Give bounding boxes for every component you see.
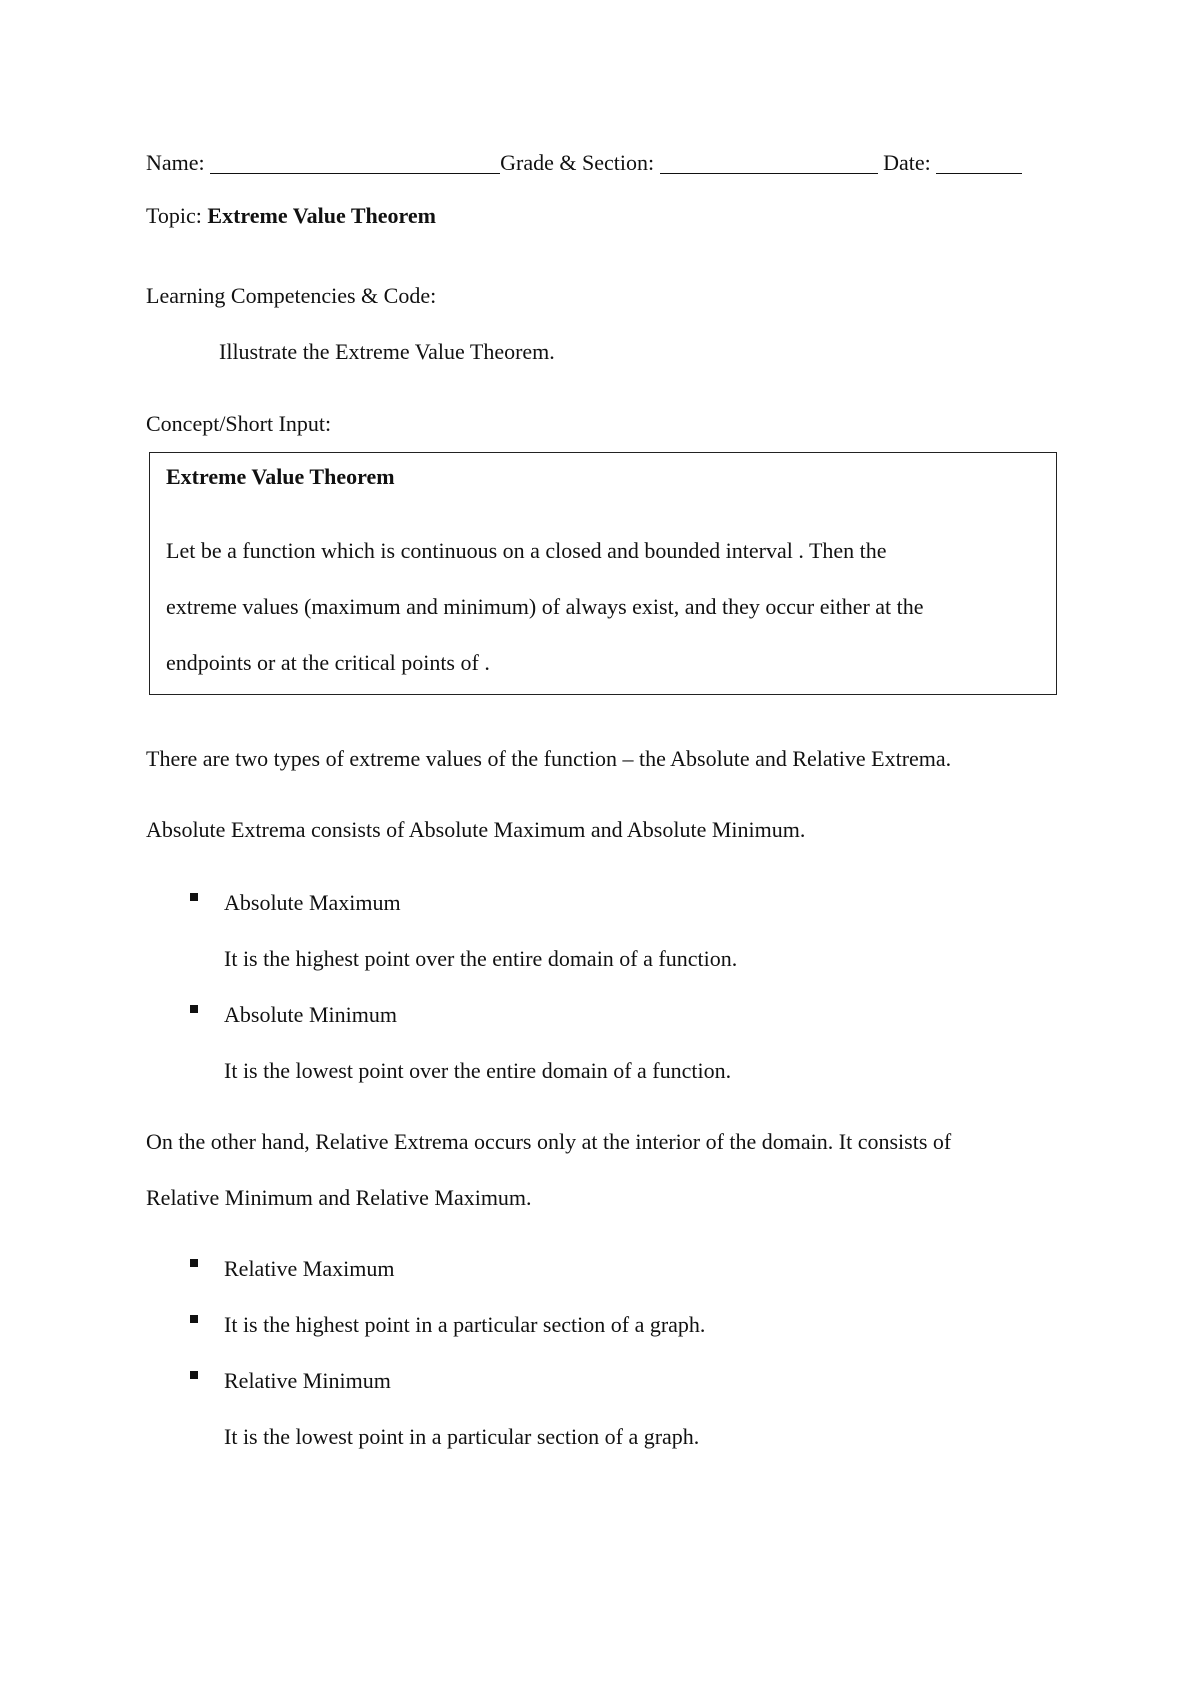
absolute-min-title: Absolute Minimum — [224, 1002, 397, 1027]
date-label: Date: — [883, 150, 931, 175]
theorem-line-3: endpoints or at the critical points of . — [166, 650, 490, 675]
absolute-max-title: Absolute Maximum — [224, 890, 401, 915]
topic-label: Topic: — [146, 203, 202, 228]
header-line — [146, 149, 1022, 174]
relative-intro-line-2: Relative Minimum and Relative Maximum. — [146, 1185, 532, 1210]
relative-max-title: Relative Maximum — [224, 1256, 395, 1281]
bullet-square-icon — [190, 1005, 198, 1013]
relative-min-title: Relative Minimum — [224, 1368, 391, 1393]
theorem-box-title: Extreme Value Theorem — [166, 464, 395, 489]
name-blank[interactable] — [210, 153, 500, 174]
competencies-label: Learning Competencies & Code: — [146, 283, 437, 308]
absolute-intro: Absolute Extrema consists of Absolute Maximum and Absolute Minimum. — [146, 817, 806, 842]
theorem-line-1: Let be a function which is continuous on a closed and bounded interval . Then the — [166, 538, 887, 563]
bullet-square-icon — [190, 893, 198, 901]
relative-min-desc: It is the lowest point in a particular section of a graph. — [224, 1424, 700, 1449]
theorem-line-2: extreme values (maximum and minimum) of always exist, and they occur either at the — [166, 594, 924, 619]
bullet-square-icon — [190, 1259, 198, 1267]
name-label: Name: — [146, 150, 205, 175]
relative-max-desc: It is the highest point in a particular section of a graph. — [224, 1312, 706, 1337]
bullet-square-icon — [190, 1315, 198, 1323]
topic-line — [146, 205, 436, 227]
types-intro: There are two types of extreme values of the function – the Absolute and Relative Extrema. — [146, 746, 952, 771]
topic-value: Extreme Value Theorem — [207, 203, 436, 228]
bullet-square-icon — [190, 1371, 198, 1379]
relative-intro-line-1: On the other hand, Relative Extrema occurs only at the interior of the domain. It consists of — [146, 1129, 952, 1154]
competency-item: Illustrate the Extreme Value Theorem. — [219, 339, 555, 364]
date-blank[interactable] — [936, 153, 1022, 174]
concept-label: Concept/Short Input: — [146, 411, 332, 436]
absolute-max-desc: It is the highest point over the entire domain of a function. — [224, 946, 738, 971]
absolute-min-desc: It is the lowest point over the entire domain of a function. — [224, 1058, 732, 1083]
grade-section-blank[interactable] — [660, 153, 878, 174]
theorem-box — [149, 452, 1057, 695]
grade-label: Grade & Section: — [500, 150, 655, 175]
